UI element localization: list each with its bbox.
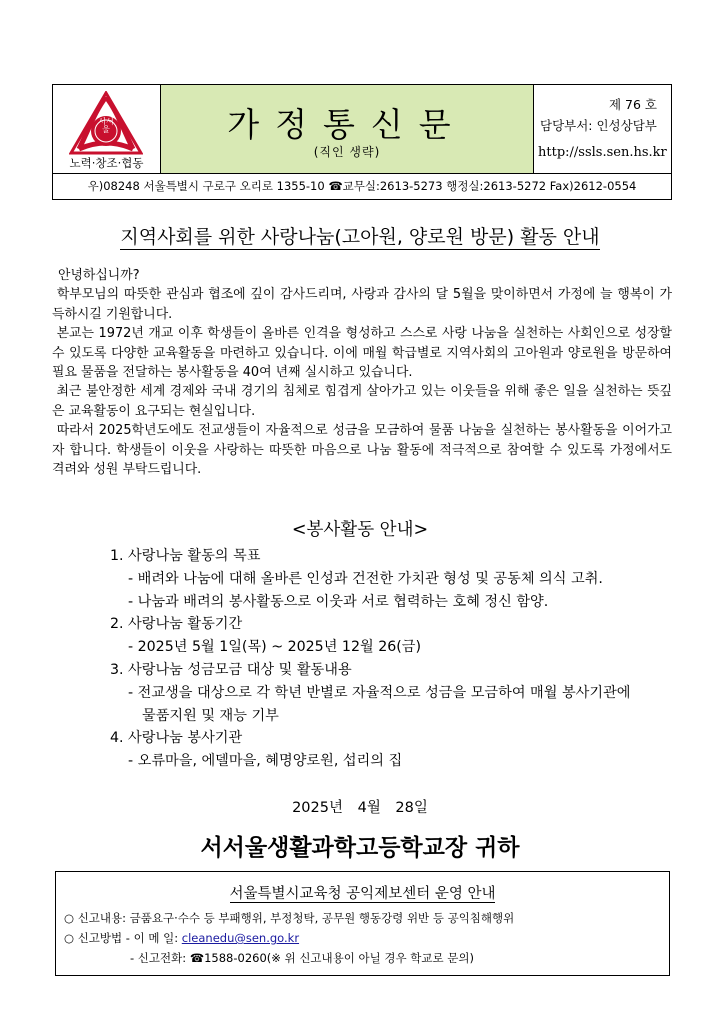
list-item: - 전교생을 대상으로 각 학년 반별로 자율적으로 성금을 모금하여 매월 봉사기관에 xyxy=(128,684,631,701)
greeting: 안녕하십니까? xyxy=(58,268,140,283)
list-item: 3. 사랑나눔 성금모금 대상 및 활동내용 xyxy=(110,661,352,678)
service-section-title: <봉사활동 안내> xyxy=(291,520,429,540)
letter-date: 2025년 4월 28일 xyxy=(292,800,428,816)
list-item: - 배려와 나눔에 대해 올바른 인성과 건전한 가치관 형성 및 공동체 의식 고취. xyxy=(128,570,603,587)
list-item: 2. 사랑나눔 활동기간 xyxy=(110,616,243,633)
list-item: - 나눔과 배려의 봉사활동으로 이웃과 서로 협력하는 호혜 정신 함양. xyxy=(128,593,549,610)
list-item: 1. 사랑나눔 활동의 목표 xyxy=(110,548,261,564)
list-item: - 오류마을, 에델마을, 혜명양로원, 섭리의 집 xyxy=(128,753,403,770)
report-method-label: ○ 신고방법 - 이 메 일: xyxy=(64,931,182,945)
department: 담당부서: 인성상담부 xyxy=(540,118,657,133)
report-phone: - 신고전화: ☎1588-0260(※ 위 신고내용이 아닐 경우 학교로 문의) xyxy=(130,951,474,965)
title-cell xyxy=(161,85,534,173)
issue-number: 제 76 호 xyxy=(608,97,657,112)
report-email-link[interactable]: cleanedu@sen.go.kr xyxy=(181,931,300,945)
notice-title xyxy=(56,882,669,903)
headline xyxy=(0,222,720,249)
info-cell xyxy=(534,85,671,173)
school-url[interactable]: http://ssls.sen.hs.kr xyxy=(538,145,667,160)
logo-text: 서서울 xyxy=(98,117,114,134)
paragraph-text: 최근 불안정한 세계 경제와 국내 경기의 침체로 힘겹게 살아가고 있는 이웃들을 위해 좋은 일을 실천하는 뜻깊은 교육활동이 요구되는 현실입니다. xyxy=(52,384,672,419)
paragraph xyxy=(52,382,672,421)
report-content: ○ 신고내용: 금품요구·수수 등 부패행위, 부정청탁, 공무원 행동강령 위반 등 공익침해행위 xyxy=(64,911,515,925)
paragraph-text: 따라서 2025학년도에도 전교생들이 자율적으로 성금을 모금하여 물품 나눔을 실천하는 봉사활동을 이어가고자 합니다. 학생들이 이웃을 사랑하는 따뜻한 마음으로 나눔 활동에 적극적으로 참여할 수 있도록 가정에서도 격려와 성원 부탁드립니다. xyxy=(52,423,672,478)
logo-cell xyxy=(53,85,161,173)
letter-body xyxy=(52,266,672,479)
list-item: - 2025년 5월 1일(목) ~ 2025년 12월 26(금) xyxy=(128,639,422,656)
letterhead-table xyxy=(52,84,672,174)
report-method xyxy=(64,930,299,946)
principal-signature: 서서울생활과학고등학교장 귀하 xyxy=(200,835,520,861)
notice-title-text: 서울특별시교육청 공익제보센터 운영 안내 xyxy=(229,886,496,902)
list-item: 4. 사랑나눔 봉사기관 xyxy=(110,730,243,747)
paragraph xyxy=(52,324,672,382)
seal-omitted-note: (직인 생략) xyxy=(313,145,381,159)
paragraph-text: 학부모님의 따뜻한 관심과 협조에 깊이 감사드리며, 사랑과 감사의 달 5월을 맞이하면서 가정에 늘 행복이 가득하시길 기원합니다. xyxy=(52,287,672,322)
paragraph xyxy=(52,285,672,324)
school-motto: 노력·창조·협동 xyxy=(69,156,144,170)
paragraph xyxy=(52,421,672,479)
address-row: 우)08248 서울특별시 구로구 오리로 1355-10 ☎교무실:2613-5273 행정실:2613-5272 Fax)2612-0554 xyxy=(52,174,672,200)
whistleblower-notice xyxy=(55,871,670,976)
list-item: 물품지원 및 재능 기부 xyxy=(142,707,279,724)
newsletter-title: 가정통신문 xyxy=(227,105,467,144)
headline-text: 지역사회를 위한 사랑나눔(고아원, 양로원 방문) 활동 안내 xyxy=(120,226,600,248)
paragraph-text: 본교는 1972년 개교 이후 학생들이 올바른 인격을 형성하고 스스로 사랑 나눔을 실천하는 사회인으로 성장할 수 있도록 다양한 교육활동을 마련하고 있습니다. 이에 매월 학급별로 지역사회의 고아원과 양로원을 방문하여 필요 물품을 전달하는 봉사활동을 40여 년째 실시하고 있습니다. xyxy=(52,326,672,381)
service-list xyxy=(110,545,690,773)
letterhead xyxy=(52,84,672,200)
